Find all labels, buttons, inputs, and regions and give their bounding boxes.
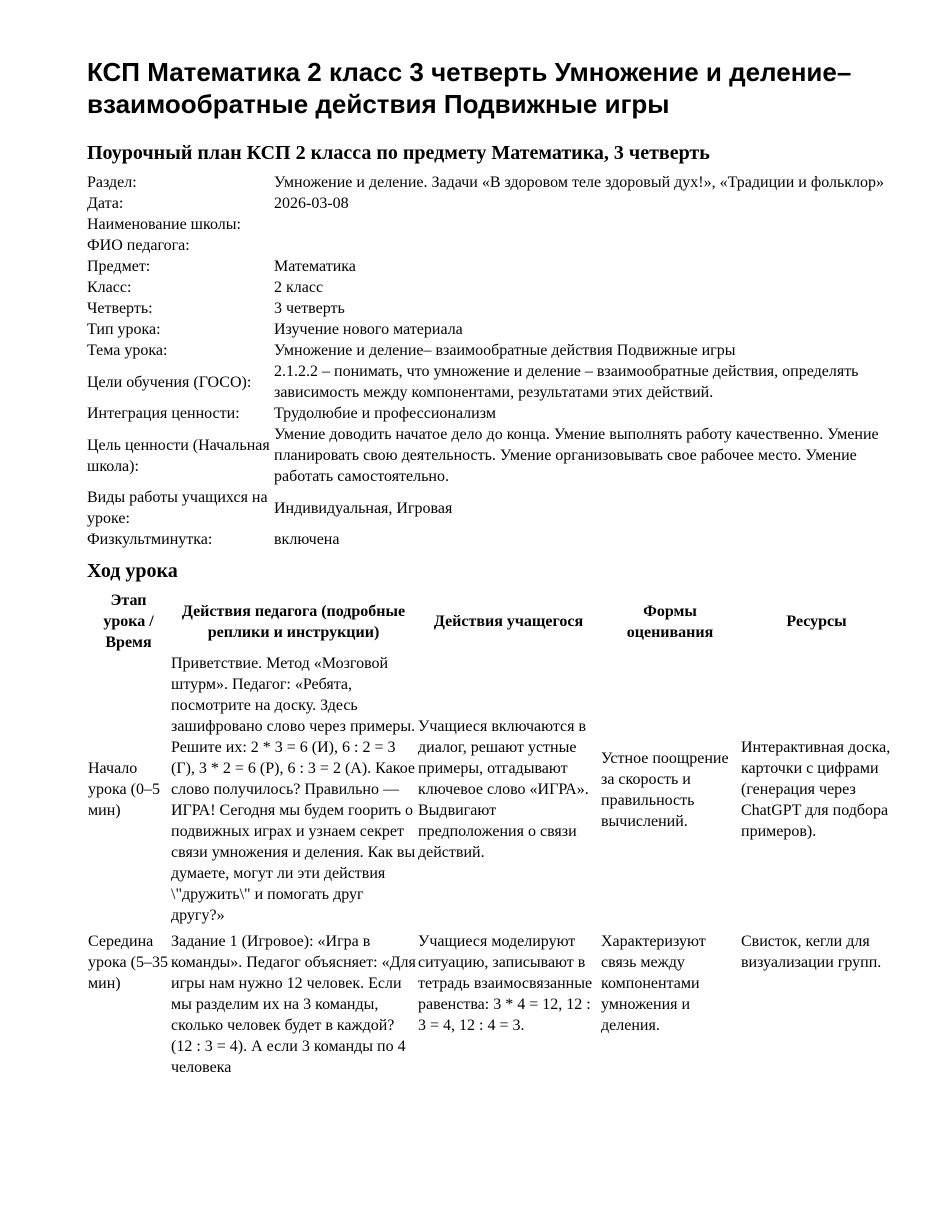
info-label: Четверть:: [87, 300, 153, 317]
info-row: [87, 529, 893, 550]
cell-assessment: Устное поощрение за скорость и правильность вычислений.: [601, 749, 729, 830]
cell-student-actions: Учащиеся моделируют ситуацию, записывают в тетрадь взаимосвязанные равенства: 3 * 4 = 12, 12 : 3 = 4, 12 : 4 = 3.: [418, 933, 593, 1034]
info-value: Трудолюбие и профессионализм: [274, 405, 496, 422]
info-value: [274, 214, 893, 235]
info-row: [87, 277, 893, 298]
info-row: [87, 361, 893, 403]
document-title: КСП Математика 2 класс 3 четверть Умножение и деление– взаимообратные действия Подвижные игры: [87, 57, 852, 119]
info-value: Умножение и деление. Задачи «В здоровом теле здоровый дух!», «Традиции и фольклор»: [274, 174, 885, 191]
header-resources: Ресурсы: [786, 613, 847, 630]
info-value: Умение доводить начатое дело до конца. Умение выполнять работу качественно. Умение планировать свою деятельность. Умение организовывать свое рабочее место. Умение работать самостоятельно.: [274, 426, 879, 485]
info-row: [87, 424, 893, 487]
info-label: Наименование школы:: [87, 216, 241, 233]
lesson-header-row: [87, 590, 893, 653]
info-row: [87, 193, 893, 214]
info-row: [87, 214, 893, 235]
cell-stage: Середина урока (5–35 мин): [88, 933, 168, 992]
info-value: 2 класс: [274, 279, 324, 296]
info-label: Класс:: [87, 279, 132, 296]
info-row: [87, 256, 893, 277]
info-value: [274, 235, 893, 256]
info-value: Умножение и деление– взаимообратные действия Подвижные игры: [274, 342, 736, 359]
table-row: [87, 653, 893, 926]
info-value: 3 четверть: [274, 300, 345, 317]
info-value: 2026-03-08: [274, 195, 349, 212]
info-value: Изучение нового материала: [274, 321, 463, 338]
info-label: Цели обучения (ГОСО):: [87, 373, 252, 391]
lesson-heading: Ход урока: [87, 560, 178, 582]
cell-assessment: Характеризуют связь между компонентами умножения и деления.: [601, 933, 706, 1034]
cell-resources: Свисток, кегли для визуализации групп.: [741, 933, 882, 971]
info-row: [87, 298, 893, 319]
info-value: включена: [274, 531, 340, 548]
header-student-actions: Действия учащегося: [433, 613, 584, 630]
cell-teacher-actions: Приветствие. Метод «Мозговой штурм». Педагог: «Ребята, посмотрите на доску. Здесь зашифровано слово через примеры. Решите их: 2 * 3 = 6 (И), 6 : 2 = 3 (Г), 3 * 2 = 6 (Р), 6 : 3 = 2 (А). Какое слово получилось? Правильно — ИГРА! Сегодня мы будем гоорить о подвижных играх и узнаем секрет связи умножения и деления. Как вы думаете, могут ли эти действия \"дружить\" и помогать друг другу?»: [171, 655, 416, 924]
info-row: [87, 340, 893, 361]
info-row: [87, 487, 893, 529]
info-row: [87, 319, 893, 340]
info-row: [87, 172, 893, 193]
info-value: Индивидуальная, Игровая: [274, 499, 453, 517]
header-stage: Этап урока / Время: [103, 592, 154, 651]
info-label: Физкультминутка:: [87, 531, 213, 548]
lesson-table: [87, 590, 893, 1078]
table-row: [87, 926, 893, 1078]
info-label: Виды работы учащихся на уроке:: [87, 489, 268, 527]
info-label: Дата:: [87, 195, 124, 212]
info-label: Тип урока:: [87, 321, 161, 338]
plan-heading: Поурочный план КСП 2 класса по предмету Математика, 3 четверть: [87, 142, 710, 164]
info-value: Математика: [274, 258, 356, 275]
cell-teacher-actions: Задание 1 (Игровое): «Игра в команды». Педагог объясняет: «Для игры нам нужно 12 человек. Если мы разделим их на 3 команды, сколько человек будет в каждой? (12 : 3 = 4). А если 3 команды по 4 человека: [171, 933, 416, 1076]
info-label: Предмет:: [87, 258, 151, 275]
header-assessment: Формы оценивания: [626, 602, 714, 641]
cell-student-actions: Учащиеся включаются в диалог, решают устные примеры, отгадывают ключевое слово «ИГРА». Выдвигают предположения о связи действий.: [418, 718, 589, 861]
info-table: [87, 172, 893, 550]
info-label: ФИО педагога:: [87, 237, 190, 254]
info-row: [87, 235, 893, 256]
info-label: Интеграция ценности:: [87, 405, 240, 422]
info-row: [87, 403, 893, 424]
cell-stage: Начало урока (0–5 мин): [88, 760, 160, 819]
info-label: Цель ценности (Начальная школа):: [87, 436, 270, 475]
info-value: 2.1.2.2 – понимать, что умножение и деление – взаимообратные действия, определять зависимость между компонентами, результатами этих действий.: [274, 363, 859, 401]
cell-resources: Интерактивная доска, карточки с цифрами (генерация через ChatGPT для подбора примеров).: [741, 739, 891, 840]
document-page: [87, 56, 893, 1078]
info-label: Тема урока:: [87, 342, 168, 359]
header-teacher-actions: Действия педагога (подробные реплики и инструкции): [181, 602, 406, 641]
info-label: Раздел:: [87, 174, 137, 191]
